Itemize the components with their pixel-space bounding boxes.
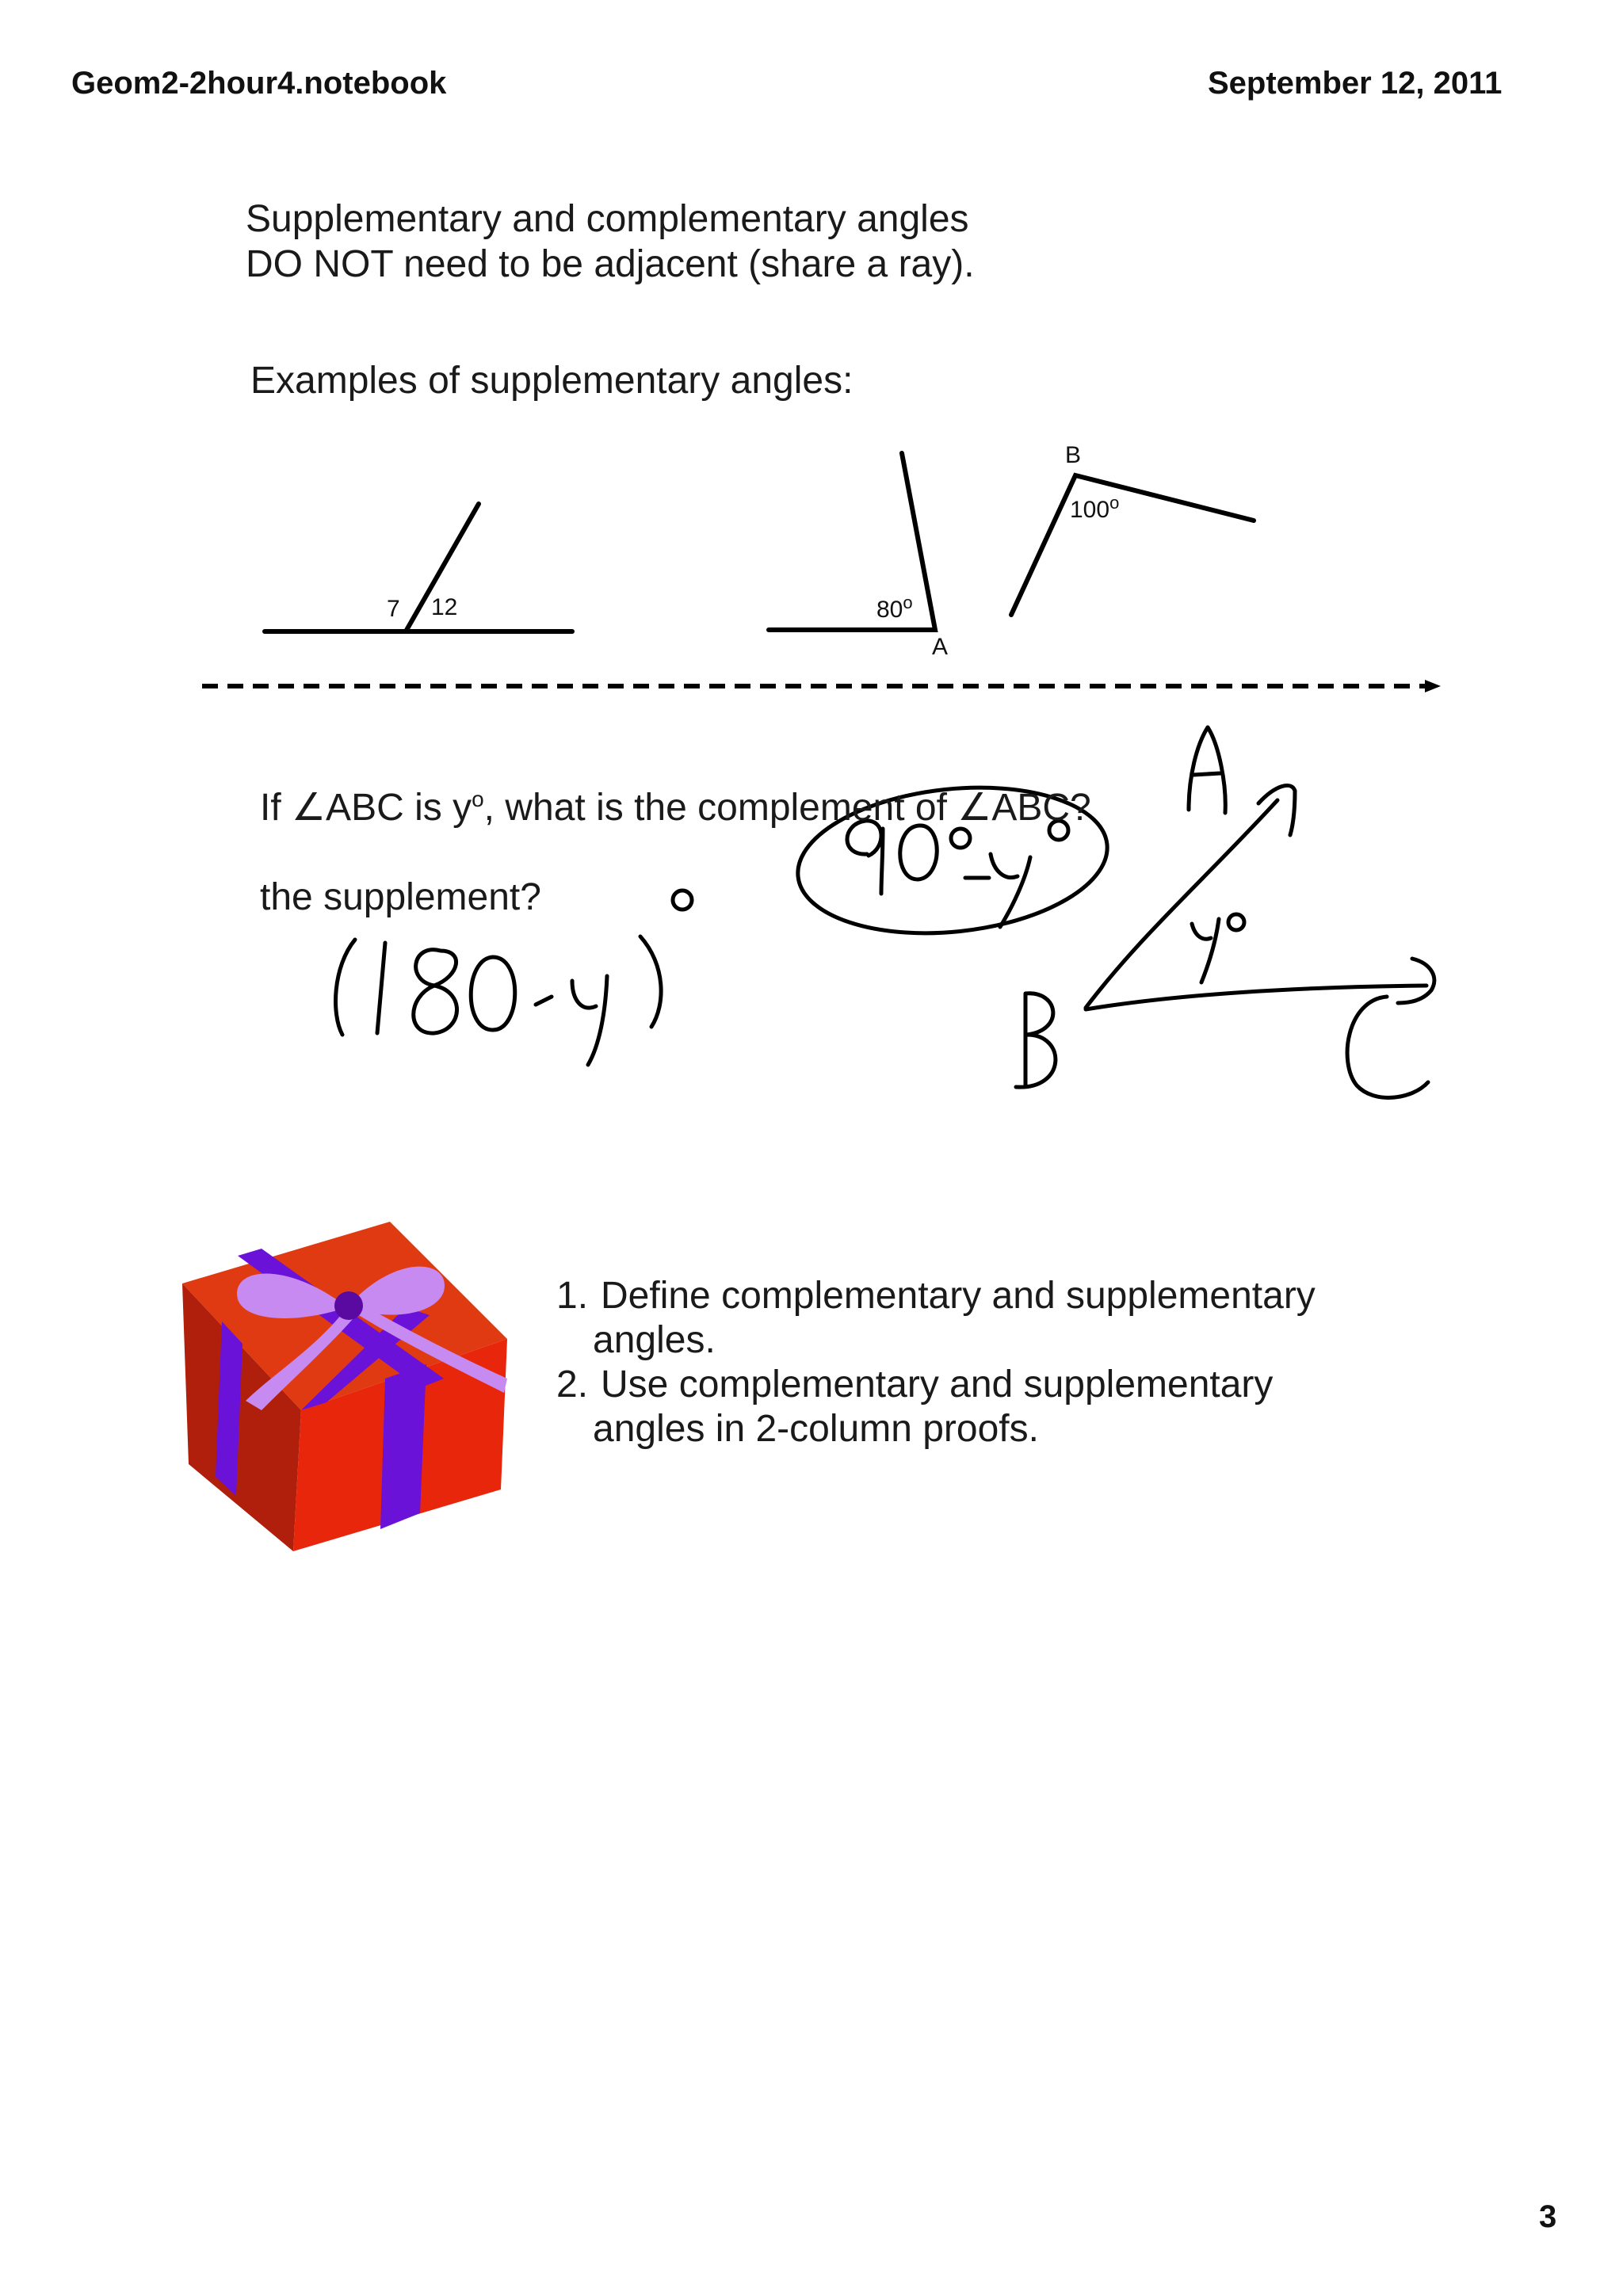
angle-b-figure bbox=[1011, 475, 1254, 615]
angle-b-measure: 100$^o$ bbox=[1070, 493, 1120, 523]
question-line: If ∠ABC is $y^o$, what is the complement of ∠ABC? bbox=[260, 787, 1091, 829]
objective-text-1-cont: angles. bbox=[593, 1319, 716, 1361]
objective-number-1: 1. bbox=[556, 1275, 589, 1317]
adjacent-angles-figure bbox=[265, 504, 572, 631]
objective-text-2: Use complementary and supplementary bbox=[601, 1363, 1274, 1405]
objective-text-2-cont: angles in 2-column proofs. bbox=[593, 1408, 1039, 1450]
intro-line-2: DO NOT need to be adjacent (share a ray). bbox=[246, 243, 975, 285]
angle-symbol-icon: ∠ bbox=[957, 787, 992, 829]
objective-item-2 bbox=[556, 1363, 1444, 1451]
notebook-title: Geom2-2hour4.notebook bbox=[71, 66, 447, 101]
intro-line-1: Supplementary and complementary angles bbox=[246, 198, 969, 240]
page-number: 3 bbox=[1539, 2199, 1557, 2234]
objectives-list bbox=[556, 1274, 1444, 1451]
objective-text-1: Define complementary and supplementary bbox=[601, 1275, 1316, 1317]
angle-b-vertex-label: B bbox=[1065, 442, 1082, 468]
objective-item-1 bbox=[556, 1274, 1444, 1363]
angle-a-vertex-label: A bbox=[932, 634, 949, 660]
angle-b-degree: o bbox=[1109, 493, 1120, 513]
examples-heading: Examples of supplementary angles: bbox=[250, 360, 854, 402]
angle-label-7: 7 bbox=[387, 596, 400, 622]
angle-label-12: 12 bbox=[431, 594, 458, 620]
objective-number-2: 2. bbox=[556, 1363, 589, 1405]
supplement-prompt: the supplement? bbox=[260, 876, 541, 918]
angle-a-measure: 80$^o$ bbox=[876, 593, 913, 623]
angle-a-degree: o bbox=[903, 593, 913, 612]
dashed-separator-arrow bbox=[202, 680, 1441, 692]
page-date: September 12, 2011 bbox=[1208, 66, 1503, 101]
angle-symbol-icon: ∠ bbox=[292, 787, 327, 829]
gift-box-icon bbox=[182, 1222, 507, 1551]
